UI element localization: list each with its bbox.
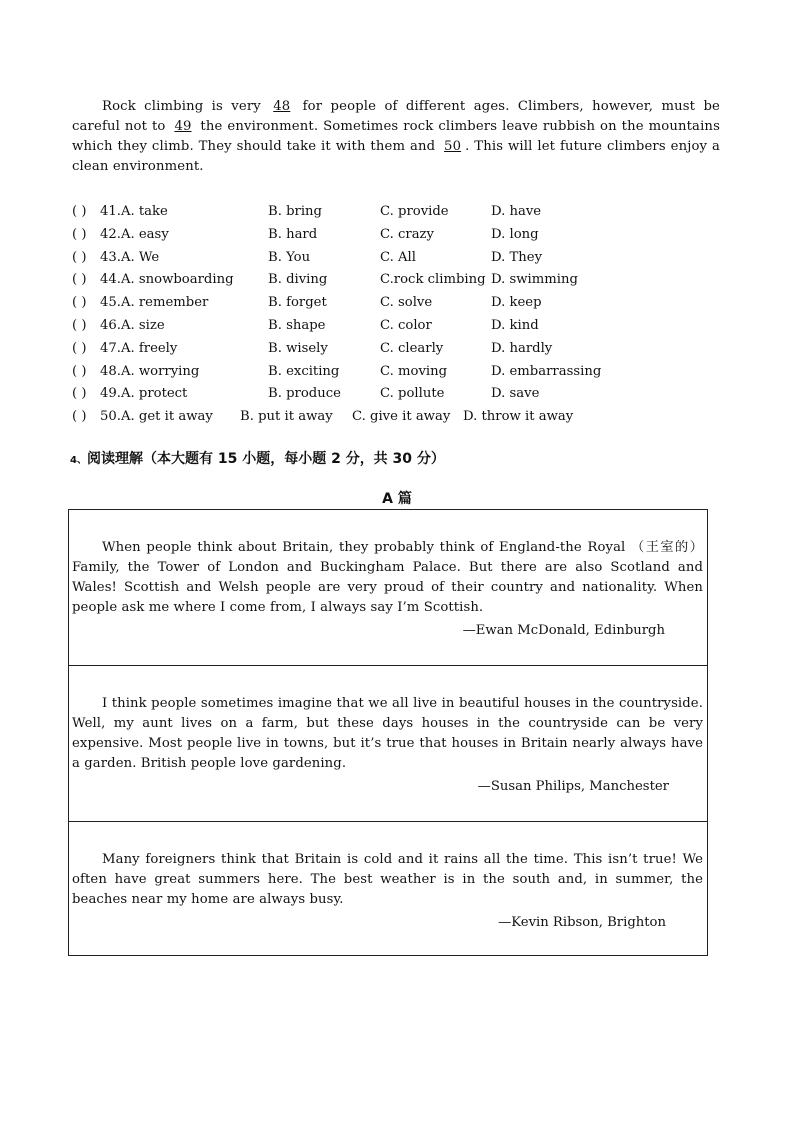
passage-a-title: A 篇 bbox=[382, 491, 412, 507]
answer-blank: ( ) bbox=[72, 272, 87, 288]
passage-text-2: for people of different ages. Climbers, however, must be careful not to bbox=[72, 99, 721, 134]
blank-48: 48 bbox=[273, 99, 291, 114]
cell-text: When people think about Britain, they probably think of England-the Royal （王室的） Family, the Tower of London and Buckingham Palace. But there are also Scotland and Wales! Scottish and Welsh people are very proud of their country and nationality. When people ask me where I come from, I always say I’m Scottish. bbox=[72, 540, 703, 615]
option-a: 47.A. freely bbox=[100, 340, 178, 356]
passage-text-1: Rock climbing is very bbox=[102, 99, 270, 114]
option-d: D. keep bbox=[491, 295, 542, 311]
option-c: C. give it away bbox=[352, 409, 451, 425]
option-c: C. crazy bbox=[380, 226, 434, 242]
option-c: C. moving bbox=[380, 363, 448, 379]
option-c: C. All bbox=[380, 249, 416, 265]
passage-text-4: . This will let future climbers enjoy a clean environment. bbox=[72, 139, 720, 174]
cell-paragraph bbox=[72, 538, 703, 618]
option-d: D. hardly bbox=[491, 340, 553, 356]
question-41 bbox=[72, 201, 732, 224]
option-d: D. long bbox=[491, 226, 539, 242]
option-b: B. shape bbox=[268, 317, 326, 333]
question-50 bbox=[72, 406, 732, 429]
option-c: C.rock climbing bbox=[380, 272, 486, 288]
option-b: B. hard bbox=[268, 226, 318, 242]
answer-blank: ( ) bbox=[72, 340, 87, 356]
option-d: D. save bbox=[491, 386, 540, 402]
option-a: 46.A. size bbox=[100, 317, 165, 333]
answer-blank: ( ) bbox=[72, 226, 87, 242]
blank-50: 50 bbox=[444, 139, 462, 154]
answer-blank: ( ) bbox=[72, 249, 87, 265]
option-d: D. throw it away bbox=[463, 409, 574, 425]
option-c: C. solve bbox=[380, 295, 433, 311]
answer-blank: ( ) bbox=[72, 204, 87, 219]
question-48 bbox=[72, 361, 732, 384]
option-b: B. exciting bbox=[268, 363, 340, 379]
option-b: B. wisely bbox=[268, 340, 328, 356]
section-heading bbox=[70, 448, 445, 468]
answer-blank: ( ) bbox=[72, 317, 87, 333]
option-a: 42.A. easy bbox=[100, 226, 169, 242]
option-c: C. clearly bbox=[380, 340, 444, 356]
answer-blank: ( ) bbox=[72, 409, 87, 425]
option-d: D. They bbox=[491, 249, 543, 265]
option-d: D. swimming bbox=[491, 272, 578, 288]
cell-text: Many foreigners think that Britain is cold and it rains all the time. This isn’t true! We often have great summers here. The best weather is in the south and, in summer, the beaches near my home are always busy. bbox=[72, 852, 703, 907]
option-a: 50.A. get it away bbox=[100, 409, 213, 425]
blank-49: 49 bbox=[174, 119, 192, 134]
cell-text: I think people sometimes imagine that we all live in beautiful houses in the countryside. Well, my aunt lives on a farm, but these days houses in the countryside can be very expensive. Most people live in towns, but it’s true that houses in Britain nearly always have a garden. British people love gardening. bbox=[72, 696, 703, 771]
option-b: B. bring bbox=[268, 204, 322, 219]
option-c: C. color bbox=[380, 317, 432, 333]
author-signature: —Kevin Ribson, Brighton bbox=[498, 915, 666, 930]
author-signature: —Ewan McDonald, Edinburgh bbox=[462, 623, 665, 638]
question-49 bbox=[72, 383, 732, 406]
option-a: 49.A. protect bbox=[100, 386, 188, 402]
answer-blank: ( ) bbox=[72, 363, 87, 379]
passage-text-3: the environment. Sometimes rock climbers leave rubbish on the mountains which they climb. They should take it with them and bbox=[72, 119, 720, 154]
reading-cell-2 bbox=[69, 665, 707, 821]
option-d: D. kind bbox=[491, 317, 539, 333]
cloze-passage bbox=[72, 97, 720, 177]
option-b: B. You bbox=[268, 249, 311, 265]
reading-cell-3 bbox=[69, 821, 707, 955]
section-title: 阅读理解（本大题有 15 小题，每小题 2 分，共 30 分） bbox=[86, 451, 445, 467]
question-44 bbox=[72, 269, 732, 292]
reading-cell-1 bbox=[69, 510, 707, 665]
answer-blank: ( ) bbox=[72, 386, 87, 402]
option-b: B. diving bbox=[268, 272, 328, 288]
section-number: 4、 bbox=[70, 455, 87, 466]
question-45 bbox=[72, 292, 732, 315]
option-a: 45.A. remember bbox=[100, 295, 209, 311]
option-a: 44.A. snowboarding bbox=[100, 272, 234, 288]
question-43 bbox=[72, 247, 732, 270]
question-46 bbox=[72, 315, 732, 338]
option-b: B. forget bbox=[268, 295, 327, 311]
option-c: C. pollute bbox=[380, 386, 445, 402]
option-b: B. produce bbox=[268, 386, 341, 402]
option-d: D. embarrassing bbox=[491, 363, 602, 379]
option-d: D. have bbox=[491, 204, 542, 219]
answer-options bbox=[72, 201, 732, 429]
cell-paragraph bbox=[72, 850, 703, 910]
author-signature: —Susan Philips, Manchester bbox=[477, 779, 669, 794]
reading-table bbox=[68, 509, 708, 956]
option-b: B. put it away bbox=[240, 409, 333, 425]
cell-paragraph bbox=[72, 694, 703, 774]
question-47 bbox=[72, 338, 732, 361]
answer-blank: ( ) bbox=[72, 295, 87, 311]
option-a: 48.A. worrying bbox=[100, 363, 200, 379]
option-c: C. provide bbox=[380, 204, 449, 219]
option-a: 43.A. We bbox=[100, 249, 160, 265]
option-a: 41.A. take bbox=[100, 204, 168, 219]
question-42 bbox=[72, 224, 732, 247]
